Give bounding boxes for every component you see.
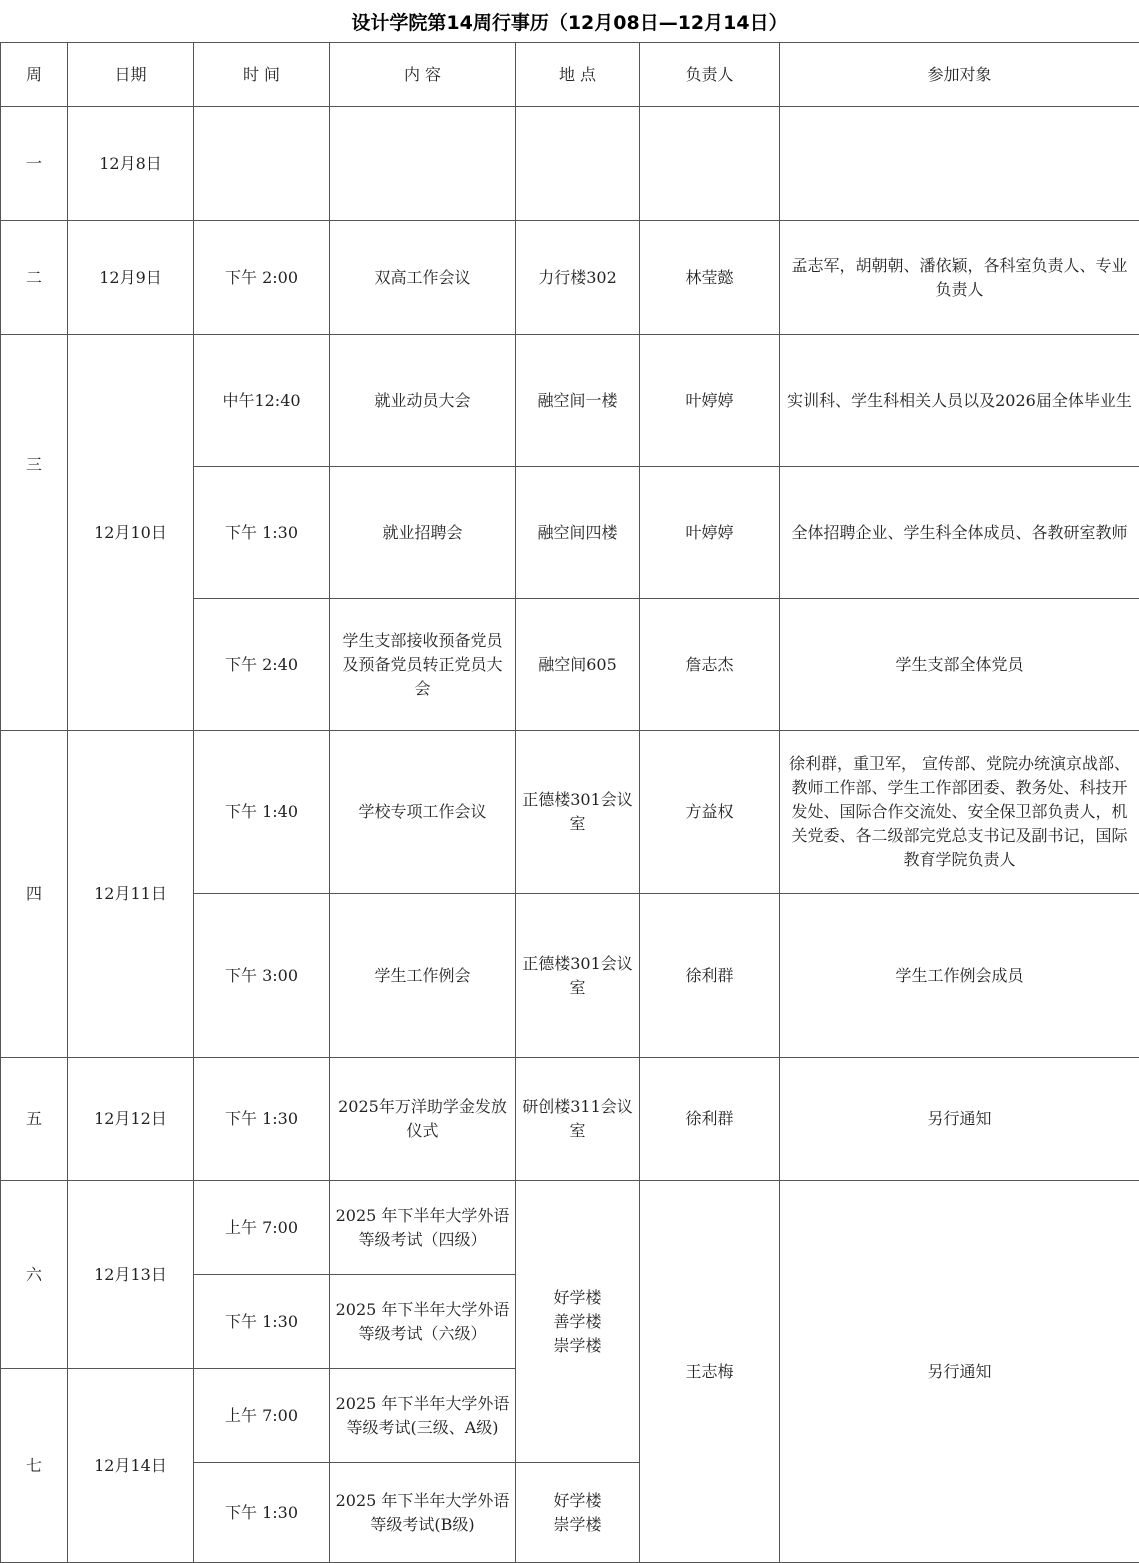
table-row bbox=[1, 335, 1139, 467]
time-cell: 下午 1:30 bbox=[194, 1058, 330, 1181]
content-cell: 2025年万洋助学金发放仪式 bbox=[330, 1058, 516, 1181]
content-cell: 就业动员大会 bbox=[330, 335, 516, 467]
owner-cell: 徐利群 bbox=[640, 894, 780, 1058]
time-cell bbox=[194, 107, 330, 221]
schedule-table bbox=[0, 42, 1139, 1563]
owner-cell: 叶婷婷 bbox=[640, 335, 780, 467]
time-cell: 下午 1:30 bbox=[194, 1463, 330, 1563]
attendees-cell: 徐利群，重卫军， 宣传部、党院办统演京战部、教师工作部、学生工作部团委、教务处、科技开发处、国际合作交流处、安全保卫部负责人，机关党委、各二级部完党总支书记及副书记，国际教育学院负责人 bbox=[780, 731, 1139, 894]
location-cell: 融空间605 bbox=[516, 599, 640, 731]
page-title: 设计学院第14周行事历（12月08日—12月14日） bbox=[0, 0, 1139, 42]
content-cell: 2025 年下半年大学外语等级考试(B级) bbox=[330, 1463, 516, 1563]
location-cell: 好学楼 崇学楼 bbox=[516, 1463, 640, 1563]
date-cell: 12月14日 bbox=[68, 1369, 194, 1563]
content-cell: 就业招聘会 bbox=[330, 467, 516, 599]
time-cell: 下午 2:00 bbox=[194, 221, 330, 335]
content-cell: 2025 年下半年大学外语等级考试（四级） bbox=[330, 1181, 516, 1275]
attendees-cell: 另行通知 bbox=[780, 1181, 1139, 1563]
content-cell: 双高工作会议 bbox=[330, 221, 516, 335]
week-cell: 五 bbox=[1, 1058, 68, 1181]
date-cell: 12月10日 bbox=[68, 335, 194, 731]
time-cell: 上午 7:00 bbox=[194, 1181, 330, 1275]
table-row bbox=[1, 1181, 1139, 1275]
owner-cell bbox=[640, 107, 780, 221]
owner-cell: 叶婷婷 bbox=[640, 467, 780, 599]
time-cell: 下午 1:30 bbox=[194, 467, 330, 599]
location-cell: 力行楼302 bbox=[516, 221, 640, 335]
location-cell: 好学楼 善学楼 崇学楼 bbox=[516, 1181, 640, 1463]
time-cell: 中午12:40 bbox=[194, 335, 330, 467]
week-cell: 一 bbox=[1, 107, 68, 221]
week-cell: 七 bbox=[1, 1369, 68, 1563]
content-cell: 学生工作例会 bbox=[330, 894, 516, 1058]
header-content: 内 容 bbox=[330, 43, 516, 107]
attendees-cell: 学生支部全体党员 bbox=[780, 599, 1139, 731]
attendees-cell: 孟志军，胡朝朝、潘依颖，各科室负责人、专业负责人 bbox=[780, 221, 1139, 335]
time-cell: 下午 1:40 bbox=[194, 731, 330, 894]
attendees-cell: 学生工作例会成员 bbox=[780, 894, 1139, 1058]
owner-cell: 徐利群 bbox=[640, 1058, 780, 1181]
header-time: 时 间 bbox=[194, 43, 330, 107]
date-cell: 12月12日 bbox=[68, 1058, 194, 1181]
owner-cell: 林莹懿 bbox=[640, 221, 780, 335]
attendees-cell bbox=[780, 107, 1139, 221]
content-cell: 2025 年下半年大学外语等级考试（六级） bbox=[330, 1275, 516, 1369]
week-cell: 四 bbox=[1, 731, 68, 1058]
location-cell: 融空间一楼 bbox=[516, 335, 640, 467]
content-cell bbox=[330, 107, 516, 221]
content-cell: 学生支部接收预备党员及预备党员转正党员大会 bbox=[330, 599, 516, 731]
owner-cell: 王志梅 bbox=[640, 1181, 780, 1563]
attendees-cell: 实训科、学生科相关人员以及2026届全体毕业生 bbox=[780, 335, 1139, 467]
attendees-cell: 另行通知 bbox=[780, 1058, 1139, 1181]
date-cell: 12月13日 bbox=[68, 1181, 194, 1369]
time-cell: 下午 2:40 bbox=[194, 599, 330, 731]
date-cell: 12月9日 bbox=[68, 221, 194, 335]
location-cell: 融空间四楼 bbox=[516, 467, 640, 599]
week-cell: 三 bbox=[1, 335, 68, 731]
header-week: 周 bbox=[1, 43, 68, 107]
content-cell: 学校专项工作会议 bbox=[330, 731, 516, 894]
table-row bbox=[1, 1058, 1139, 1181]
date-cell: 12月11日 bbox=[68, 731, 194, 1058]
table-row bbox=[1, 731, 1139, 894]
week-cell: 六 bbox=[1, 1181, 68, 1369]
header-attendees: 参加对象 bbox=[780, 43, 1139, 107]
owner-cell: 方益权 bbox=[640, 731, 780, 894]
time-cell: 下午 1:30 bbox=[194, 1275, 330, 1369]
time-cell: 上午 7:00 bbox=[194, 1369, 330, 1463]
header-owner: 负责人 bbox=[640, 43, 780, 107]
attendees-cell: 全体招聘企业、学生科全体成员、各教研室教师 bbox=[780, 467, 1139, 599]
location-cell bbox=[516, 107, 640, 221]
content-cell: 2025 年下半年大学外语等级考试(三级、A级) bbox=[330, 1369, 516, 1463]
location-cell: 正德楼301会议室 bbox=[516, 731, 640, 894]
week-cell: 二 bbox=[1, 221, 68, 335]
date-cell: 12月8日 bbox=[68, 107, 194, 221]
location-cell: 正德楼301会议室 bbox=[516, 894, 640, 1058]
table-row bbox=[1, 221, 1139, 335]
owner-cell: 詹志杰 bbox=[640, 599, 780, 731]
header-row bbox=[1, 43, 1139, 107]
header-date: 日期 bbox=[68, 43, 194, 107]
time-cell: 下午 3:00 bbox=[194, 894, 330, 1058]
location-cell: 研创楼311会议室 bbox=[516, 1058, 640, 1181]
header-location: 地 点 bbox=[516, 43, 640, 107]
table-row bbox=[1, 107, 1139, 221]
